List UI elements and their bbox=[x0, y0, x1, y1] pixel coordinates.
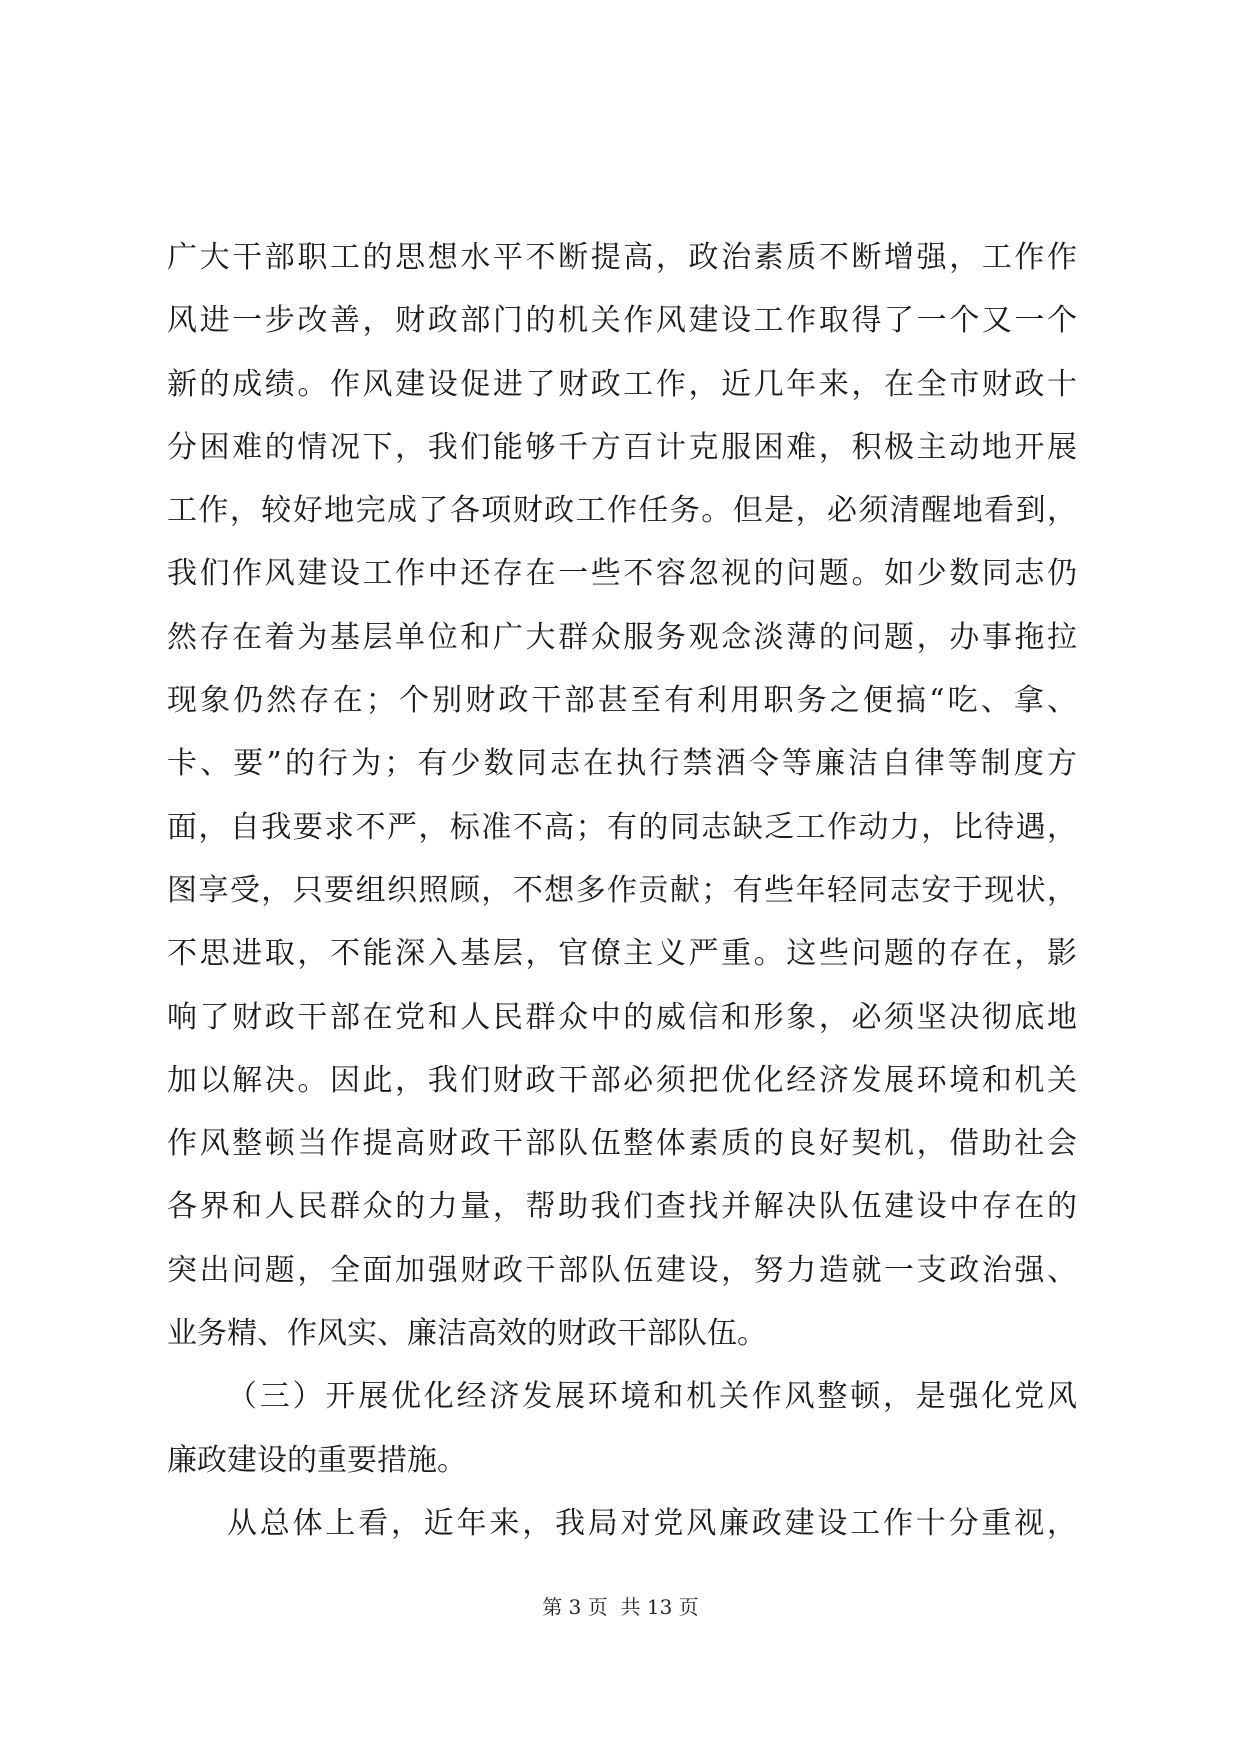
text-line: 广大干部职工的思想水平不断提高，政治素质不断增强，工作作 bbox=[167, 240, 1077, 275]
body-text bbox=[167, 226, 1077, 1555]
text-line: 作风整顿当作提高财政干部队伍整体素质的良好契机，借助社会 bbox=[167, 1126, 1077, 1162]
text-line: 工作，较好地完成了各项财政工作任务。但是，必须清醒地看到， bbox=[167, 493, 1077, 529]
text-line: 加以解决。因此，我们财政干部必须把优化经济发展环境和机关 bbox=[167, 1062, 1077, 1098]
text-line: 响了财政干部在党和人民群众中的威信和形象，必须坚决彻底地 bbox=[167, 999, 1077, 1035]
text-line: 然存在着为基层单位和广大群众服务观念淡薄的问题，办事拖拉 bbox=[167, 619, 1077, 655]
text-line: 现象仍然存在；个别财政干部甚至有利用职务之便搞“吃、拿、 bbox=[167, 683, 1077, 719]
section-heading-line: 廉政建设的重要措施。 bbox=[167, 1442, 467, 1478]
paragraph-end-line: 业务精、作风实、廉洁高效的财政干部队伍。 bbox=[167, 1316, 767, 1352]
section-heading-line: （三）开展优化经济发展环境和机关作风整顿，是强化党风 bbox=[227, 1379, 1077, 1415]
text-line: 新的成绩。作风建设促进了财政工作，近几年来，在全市财政十 bbox=[167, 366, 1077, 402]
page-number-footer: 第 3 页 共 13 页 bbox=[542, 1595, 699, 1619]
text-line: 从总体上看，近年来，我局对党风廉政建设工作十分重视， bbox=[227, 1505, 1077, 1541]
text-line: 突出问题，全面加强财政干部队伍建设，努力造就一支政治强、 bbox=[167, 1252, 1077, 1288]
text-line: 风进一步改善，财政部门的机关作风建设工作取得了一个又一个 bbox=[167, 303, 1077, 339]
text-line: 我们作风建设工作中还存在一些不容忽视的问题。如少数同志仍 bbox=[167, 556, 1077, 592]
text-line: 图享受，只要组织照顾，不想多作贡献；有些年轻同志安于现状， bbox=[167, 872, 1077, 908]
text-line: 卡、要”的行为；有少数同志在执行禁酒令等廉洁自律等制度方 bbox=[167, 746, 1077, 782]
text-line: 面，自我要求不严，标准不高；有的同志缺乏工作动力，比待遇， bbox=[167, 809, 1077, 845]
text-line: 分困难的情况下，我们能够千方百计克服困难，积极主动地开展 bbox=[167, 429, 1077, 465]
text-line: 不思进取，不能深入基层，官僚主义严重。这些问题的存在，影 bbox=[167, 936, 1077, 972]
text-line: 各界和人民群众的力量，帮助我们查找并解决队伍建设中存在的 bbox=[167, 1189, 1077, 1225]
